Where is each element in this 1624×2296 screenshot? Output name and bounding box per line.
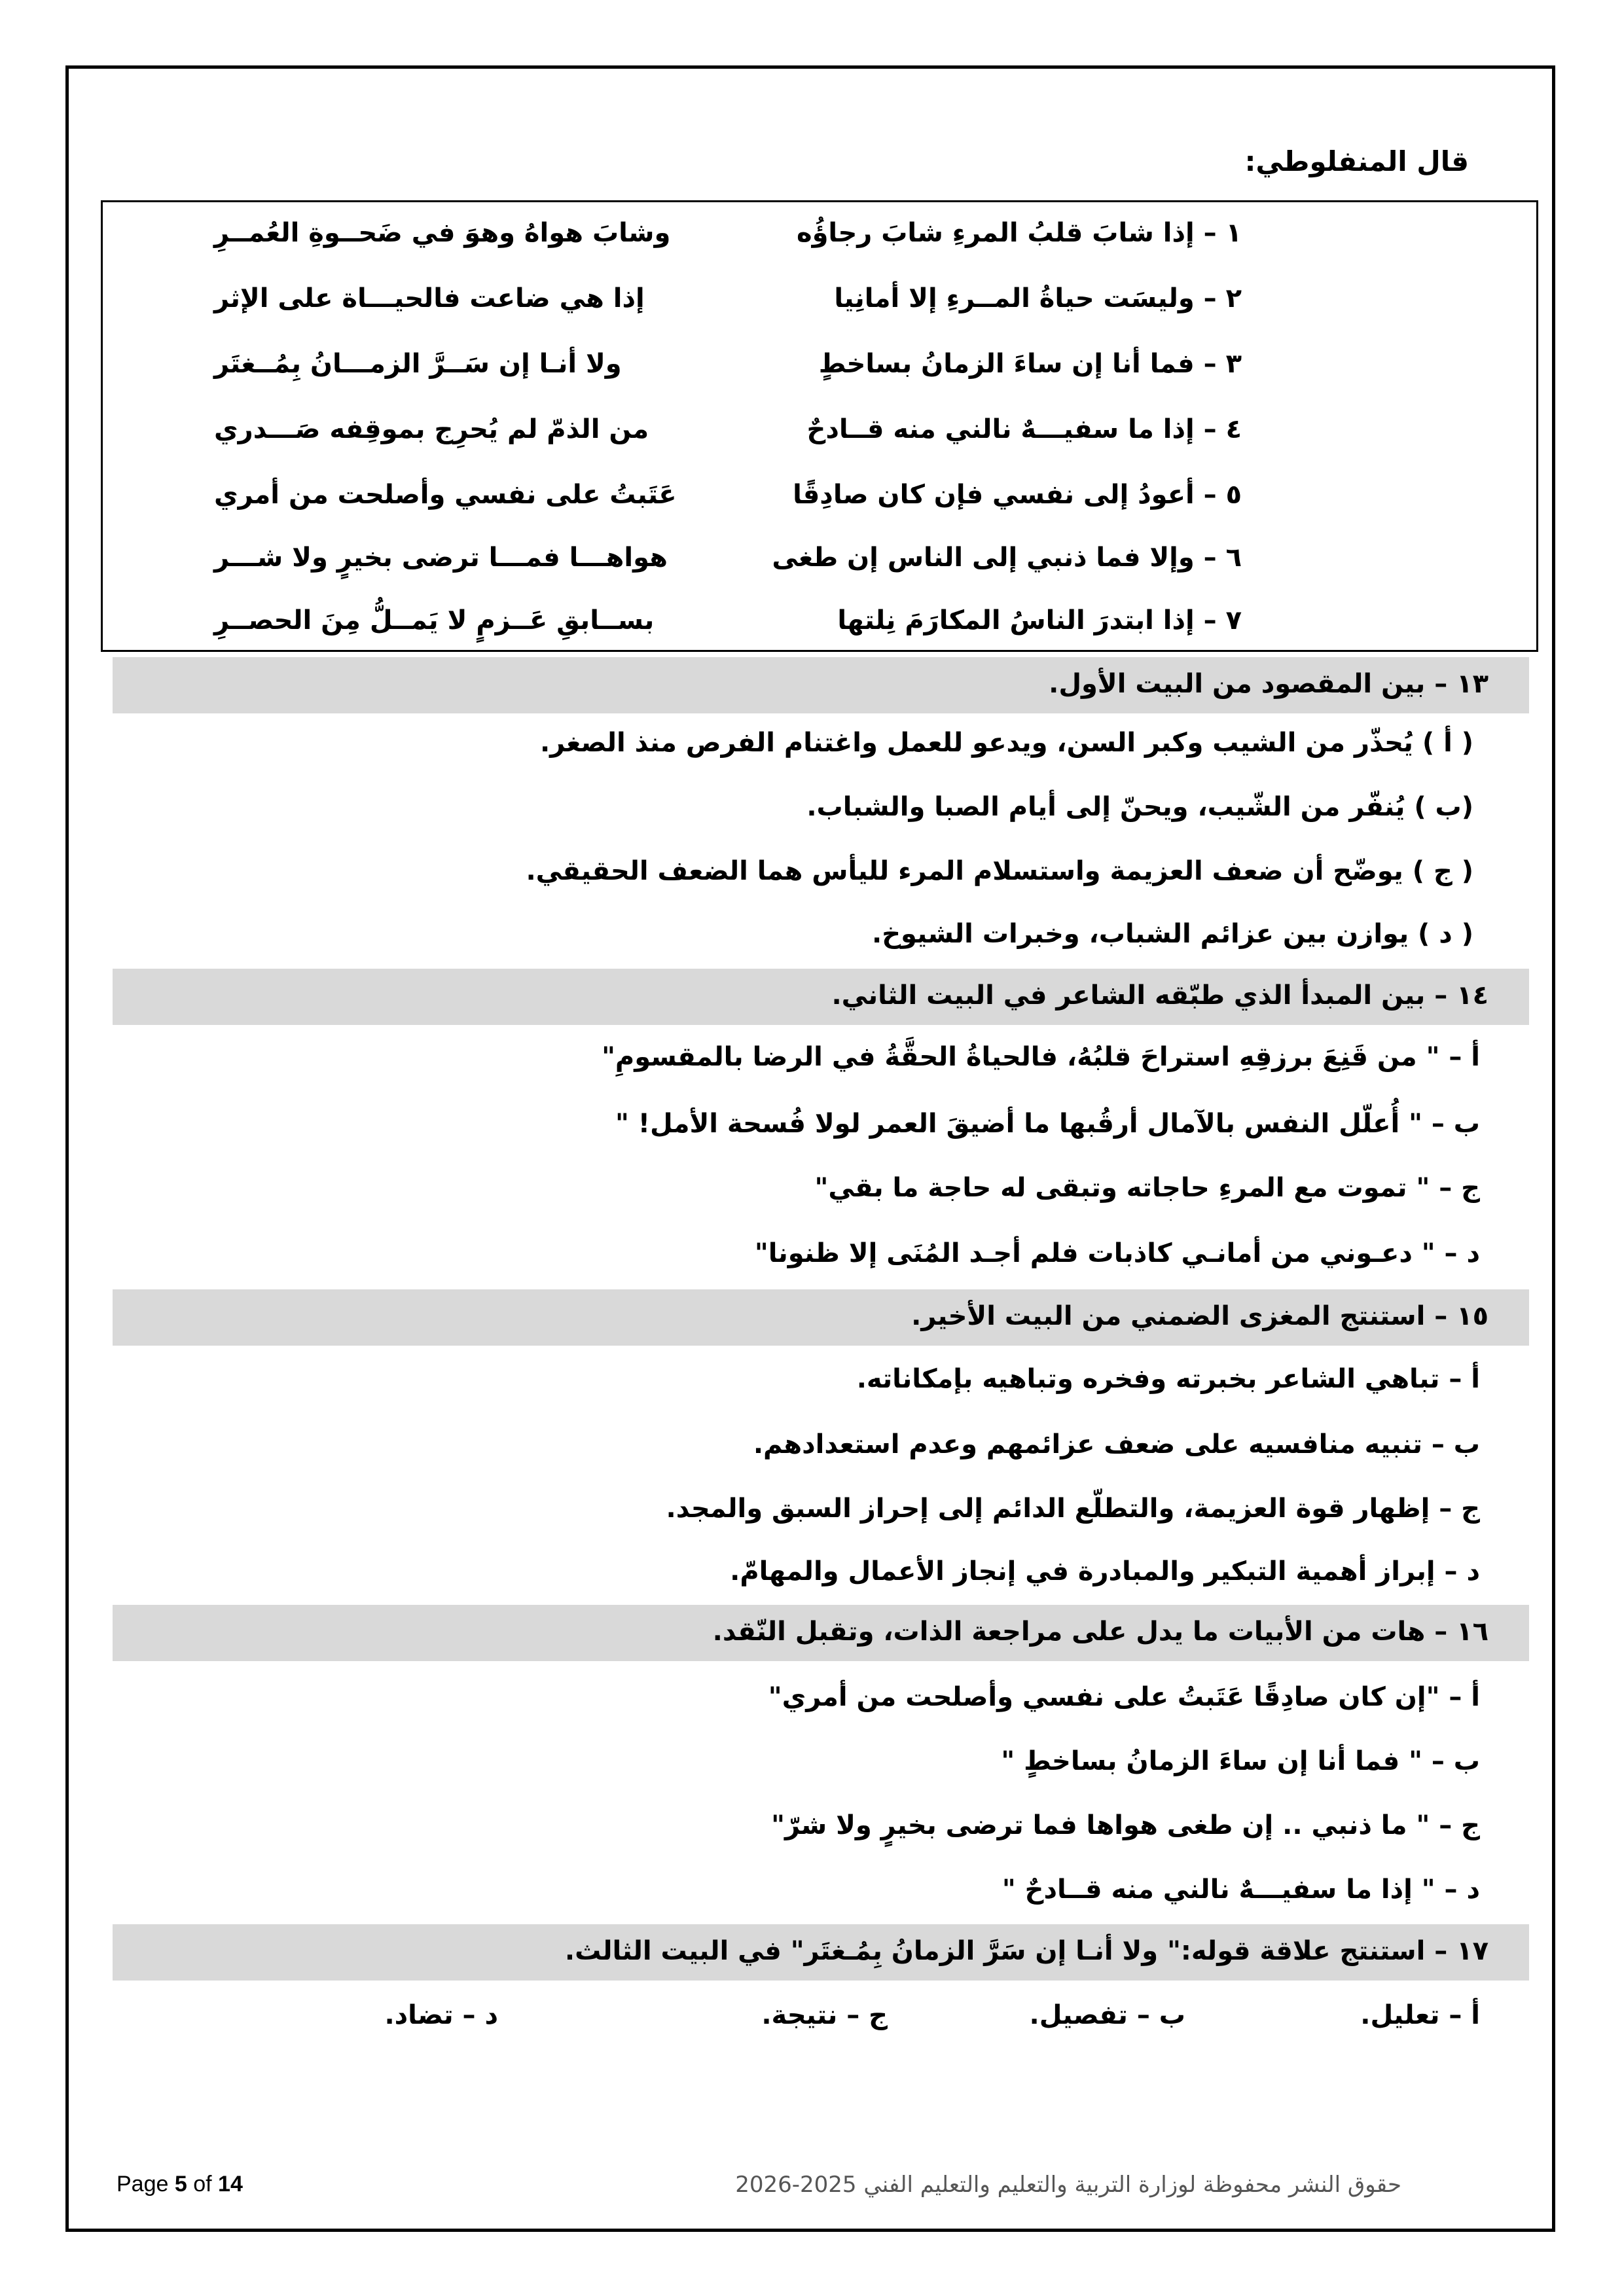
page-current: 5 (174, 2172, 187, 2197)
of-word: of (193, 2172, 212, 2197)
verse-3-hemistich-2: ولا أنـا إن سَــرَّ الزمـــانُ بِمُــغتَر (214, 349, 622, 379)
verse-2 (103, 277, 1536, 329)
question-13-option-d[interactable]: ( د ) يوازن بين عزائم الشباب، وخبرات الشيوخ. (872, 919, 1473, 949)
poem-intro: قال المنفلوطي: (1244, 145, 1469, 177)
question-14-text: ١٤ – بين المبدأ الذي طبّقه الشاعر في البيت الثاني. (831, 980, 1489, 1011)
question-13-text: ١٣ – بين المقصود من البيت الأول. (1049, 669, 1489, 699)
question-17-option-d[interactable]: د – تضاد. (384, 2000, 498, 2030)
question-16-option-c[interactable]: ج – " ما ذنبي .. إن طغى هواها فما ترضى بخيرٍ ولا شرّ" (771, 1810, 1480, 1840)
question-16-option-d[interactable]: د – " إذا ما سفيـــهٌ نالني منه قــادحٌ " (1001, 1874, 1480, 1905)
question-15-bar (113, 1289, 1529, 1346)
verse-7 (103, 599, 1536, 651)
question-13-option-c[interactable]: ( ج ) يوضّح أن ضعف العزيمة واستسلام المرء لليأس هما الضعف الحقيقي. (526, 856, 1473, 886)
question-15-option-a[interactable]: أ – تباهي الشاعر بخبرته وفخره وتباهيه بإمكاناته. (856, 1364, 1480, 1394)
question-15-text: ١٥ – استنتج المغزى الضمني من البيت الأخير. (911, 1301, 1489, 1331)
verse-4 (103, 408, 1536, 460)
verse-5-hemistich-2: عَتَبتُ على نفسي وأصلحت من أمري (214, 480, 677, 510)
verse-1-hemistich-1: ١ – إذا شابَ قلبُ المرءِ شابَ رجاؤُه (796, 218, 1242, 248)
verse-7-hemistich-2: بســابقِ عَــزمٍ لا يَمــلُّ مِنَ الحصــرِ (214, 605, 655, 636)
page-total: 14 (218, 2172, 243, 2197)
verse-2-hemistich-1: ٢ – وليسَت حياةُ المــرءِ إلا أمانِيا (834, 283, 1242, 314)
verse-3-hemistich-1: ٣ – فما أنا إن ساءَ الزمانُ بساخطٍ (818, 349, 1242, 379)
question-15-option-c[interactable]: ج – إظهار قوة العزيمة، والتطلّع الدائم إلى إحراز السبق والمجد. (666, 1494, 1480, 1524)
question-17-option-c[interactable]: ج – نتيجة. (761, 2000, 888, 2030)
question-15-option-d[interactable]: د – إبراز أهمية التبكير والمبادرة في إنجاز الأعمال والمهامّ. (730, 1556, 1480, 1587)
verse-6-hemistich-1: ٦ – وإلا فما ذنبي إلى الناس إن طغى (772, 543, 1242, 573)
verse-4-hemistich-2: من الذمّ لم يُحرِج بموقِفه صَـــدري (214, 414, 649, 444)
verse-1 (103, 211, 1536, 264)
poem-box (101, 200, 1538, 652)
question-17-option-b[interactable]: ب – تفصيل. (1029, 2000, 1185, 2030)
verse-5-hemistich-1: ٥ – أعودُ إلى نفسي فإن كان صادِقًا (793, 480, 1242, 510)
question-16-option-a[interactable]: أ – "إن كان صادِقًا عَتَبتُ على نفسي وأصلحت من أمري" (768, 1682, 1480, 1712)
page-word: Page (117, 2172, 169, 2197)
verse-5 (103, 473, 1536, 526)
question-14-option-a[interactable]: أ – " من قَنِعَ برزقِهِ استراحَ قلبُهُ، فالحياةُ الحقَّةُ في الرضا بالمقسومِ" (602, 1042, 1480, 1072)
question-16-bar (113, 1605, 1529, 1661)
question-14-bar (113, 969, 1529, 1025)
verse-2-hemistich-2: إذا هي ضاعت فالحيـــاة على الإثر (214, 283, 645, 314)
verse-1-hemistich-2: وشابَ هواهُ وهوَ في ضَحــوةِ العُمــرِ (214, 218, 671, 248)
question-15-option-b[interactable]: ب – تنبيه منافسيه على ضعف عزائمهم وعدم استعدادهم. (753, 1429, 1480, 1460)
question-14-option-d[interactable]: د – " دعـوني من أمانـي كاذبات فلم أجـد المُنَى إلا ظنونا" (754, 1238, 1480, 1268)
question-16-option-b[interactable]: ب – " فما أنا إن ساءَ الزمانُ بساخطٍ " (1001, 1746, 1480, 1776)
verse-4-hemistich-1: ٤ – إذا ما سفيـــهٌ نالني منه قــادحٌ (806, 414, 1242, 444)
question-14-option-b[interactable]: ب – " أُعلّل النفس بالآمال أرقُبها ما أضيقَ العمر لولا فُسحة الأمل! " (615, 1109, 1480, 1139)
question-17-bar (113, 1924, 1529, 1981)
verse-3 (103, 342, 1536, 395)
verse-6-hemistich-2: هواهـــا فمـــا ترضى بخيرٍ ولا شـــر (214, 543, 668, 573)
question-13-bar (113, 657, 1529, 713)
copyright-notice: حقوق النشر محفوظة لوزارة التربية والتعليم والتعليم الفني 2025-2026 (735, 2172, 1401, 2198)
question-17-text: ١٧ – استنتج علاقة قوله:" ولا أنـا إن سَرَّ الزمانُ بِمُـغتَر" في البيت الثالث. (564, 1936, 1489, 1966)
question-13-option-a[interactable]: ( أ ) يُحذّر من الشيب وكبر السن، ويدعو للعمل واغتنام الفرص منذ الصغر. (539, 728, 1473, 758)
page-number (117, 2172, 243, 2197)
question-16-text: ١٦ – هات من الأبيات ما يدل على مراجعة الذات، وتقبل النّقد. (712, 1617, 1489, 1647)
question-17-option-a[interactable]: أ – تعليل. (1360, 2000, 1480, 2030)
verse-7-hemistich-1: ٧ – إذا ابتدرَ الناسُ المكارَمَ نِلتها (837, 605, 1242, 636)
question-14-option-c[interactable]: ج – " تموت مع المرءِ حاجاته وتبقى له حاجة ما بقي" (814, 1173, 1480, 1203)
question-13-option-b[interactable]: (ب ) يُنفّر من الشّيب، ويحنّ إلى أيام الصبا والشباب. (806, 792, 1473, 822)
verse-6 (103, 536, 1536, 588)
